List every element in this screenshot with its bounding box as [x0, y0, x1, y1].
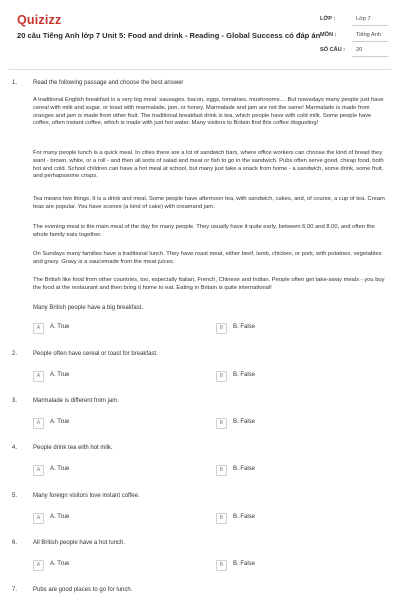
question-number: 3.	[12, 398, 18, 404]
meta-label-count: SỐ CÂU :	[320, 47, 346, 53]
meta-underline	[352, 41, 388, 42]
question-text: Many British people have a big breakfast.	[33, 305, 144, 311]
option-label: A. True	[50, 372, 70, 378]
meta-value-subject: Tiếng Anh	[356, 32, 381, 38]
option-label: B. False	[233, 324, 256, 330]
question-number: 6.	[12, 540, 18, 546]
passage-paragraph: A traditional English breakfast is a very big meal: sausages, bacon, eggs, tomatoes, mushrooms.... But nowadays many people just have cereal with milk and sugar, or toast with marmalade, jam, or honey. Marmalade and jam are not the same! Marmalade is made from oranges and jam is made from other fruit. The traditional breakfast drink is tea, which people have with cold milk. Some people have coffee, often instant coffee, which is made with just hot water. Many visitors to Britain find this coffee disgusting!	[33, 97, 384, 127]
option-key-box: B	[216, 513, 227, 524]
option-label: A. True	[50, 514, 70, 520]
option-key-box: A	[33, 465, 44, 476]
meta-label-class: LỚP :	[320, 16, 336, 22]
question-text: Marmalade is different from jam.	[33, 398, 119, 404]
meta-value-count: 20	[356, 47, 363, 53]
option-key-box: B	[216, 418, 227, 429]
meta-underline	[352, 56, 388, 57]
option-key-box: A	[33, 560, 44, 571]
passage-paragraph: The British like food from other countries, too, especially Italian, French, Chinese and Indian. People often get take-away meals - you buy the food at the restaurant and then bring it home to eat. Eating in Britain is quite international!	[33, 277, 385, 291]
page-header	[0, 0, 400, 62]
question-text: Pubs are good places to go for lunch.	[33, 587, 133, 593]
option-key-box: A	[33, 323, 44, 334]
question-number: 5.	[12, 493, 18, 499]
question-text: Many foreign visitors love instant coffee.	[33, 493, 140, 499]
quizizz-logo: Quizizz	[17, 13, 62, 27]
option-key-box: B	[216, 323, 227, 334]
passage-paragraph: On Sundays many families have a traditional lunch. They have roast meat, either beef, lamb, chicken, or pork, with potatoes, vegetables and gravy. Gravy is a saucemade from the meat juices.	[33, 251, 382, 265]
question-number: 7.	[12, 587, 18, 593]
question-number: 4.	[12, 445, 18, 451]
option-label: A. True	[50, 561, 70, 567]
meta-underline	[352, 25, 388, 26]
meta-value-class: Lớp 7	[356, 16, 371, 22]
option-label: B. False	[233, 514, 256, 520]
question-number: 1.	[12, 80, 18, 86]
option-key-box: A	[33, 371, 44, 382]
meta-label-subject: MÔN :	[320, 32, 337, 38]
option-key-box: B	[216, 371, 227, 382]
option-label: A. True	[50, 466, 70, 472]
passage-paragraph: The evening meal is the main meal of the day for many people. They usually have it quite early, between 6.00 and 8.00, and often the whole family eats together.	[33, 224, 375, 238]
option-label: B. False	[233, 419, 256, 425]
option-label: B. False	[233, 561, 256, 567]
option-key-box: A	[33, 513, 44, 524]
question-text: All British people have a hot lunch.	[33, 540, 126, 546]
question-text: People often have cereal or toast for breakfast.	[33, 351, 158, 357]
passage-paragraph: Tea means two things. It is a drink and meal. Some people have afternoon tea, with sandwich, cakes, and, of course, a cup of tea. Cream teas are popular. You have scones (a kind of cake) with creamand jam.	[33, 196, 385, 210]
option-label: A. True	[50, 324, 70, 330]
passage-paragraph: For many people lunch is a quick meal. In cities there are a lot of sandwich bars, where office workers can choose the kind of bread they want - brown, white, or a roll - and then all sorts of salad and meat or fish to go in the sandwich. Pubs often serve good, cheap food, both hot and cold. School children can have a hot meal at school, but many just take a snack from home - a sandwich, some drink, some fruit, and perhapssome crisps.	[33, 150, 384, 180]
page-title: 20 câu Tiếng Anh lớp 7 Unit 5: Food and drink - Reading - Global Success có đáp án	[17, 31, 321, 40]
option-key-box: A	[33, 418, 44, 429]
question-number: 2.	[12, 351, 18, 357]
option-key-box: B	[216, 465, 227, 476]
question-text: People drink tea with hot milk.	[33, 445, 113, 451]
option-label: B. False	[233, 466, 256, 472]
option-label: B. False	[233, 372, 256, 378]
passage-instruction: Read the following passage and choose the best answer	[33, 80, 184, 86]
header-divider	[9, 69, 391, 70]
option-key-box: B	[216, 560, 227, 571]
option-label: A. True	[50, 419, 70, 425]
